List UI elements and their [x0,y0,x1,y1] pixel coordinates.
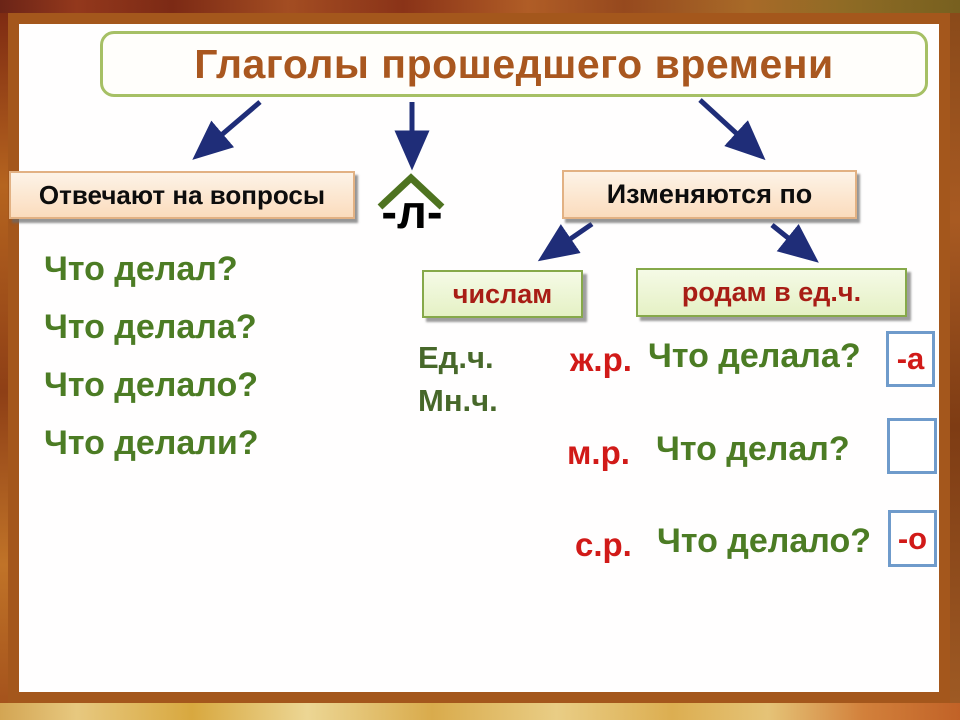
question-item: Что делал? [44,250,238,288]
gender-question-neuter: Что делало? [657,522,871,560]
ending-box-masculine [887,418,937,474]
gender-question-feminine: Что делала? [648,337,861,375]
genders-category-box [636,268,907,317]
question-item: Что делала? [44,308,257,346]
frame-texture-bottom [0,703,960,720]
page-title: Глаголы прошедшего времени [194,40,834,87]
changes-header-label: Изменяются по [606,179,813,209]
frame-texture-top [0,0,960,13]
gender-question-masculine: Что делал? [656,430,850,468]
question-item: Что делало? [44,366,258,404]
genders-category-label: родам в ед.ч. [681,277,862,307]
gender-label-neuter: с.р. [575,526,632,563]
ending-box-feminine [886,331,935,387]
answers-header-label: Отвечают на вопросы [38,179,326,210]
frame-texture-left [0,13,8,703]
ending-box-neuter [888,510,937,567]
number-item: Мн.ч. [418,383,498,418]
suffix-l: -л- [381,185,443,238]
ending-feminine: -а [896,341,925,376]
gender-label-masculine: м.р. [567,434,630,471]
numbers-category-box [422,270,583,318]
gender-label-feminine: ж.р. [570,341,632,378]
numbers-category-label: числам [452,278,553,309]
frame-texture-right [950,13,960,703]
ending-neuter: -о [897,520,928,556]
answers-header-box [9,171,355,219]
numbers-list [418,336,498,422]
title-box [100,31,928,97]
changes-header-box [562,170,857,219]
questions-list [44,250,259,482]
question-item: Что делали? [44,424,259,462]
number-item: Ед.ч. [418,340,494,375]
